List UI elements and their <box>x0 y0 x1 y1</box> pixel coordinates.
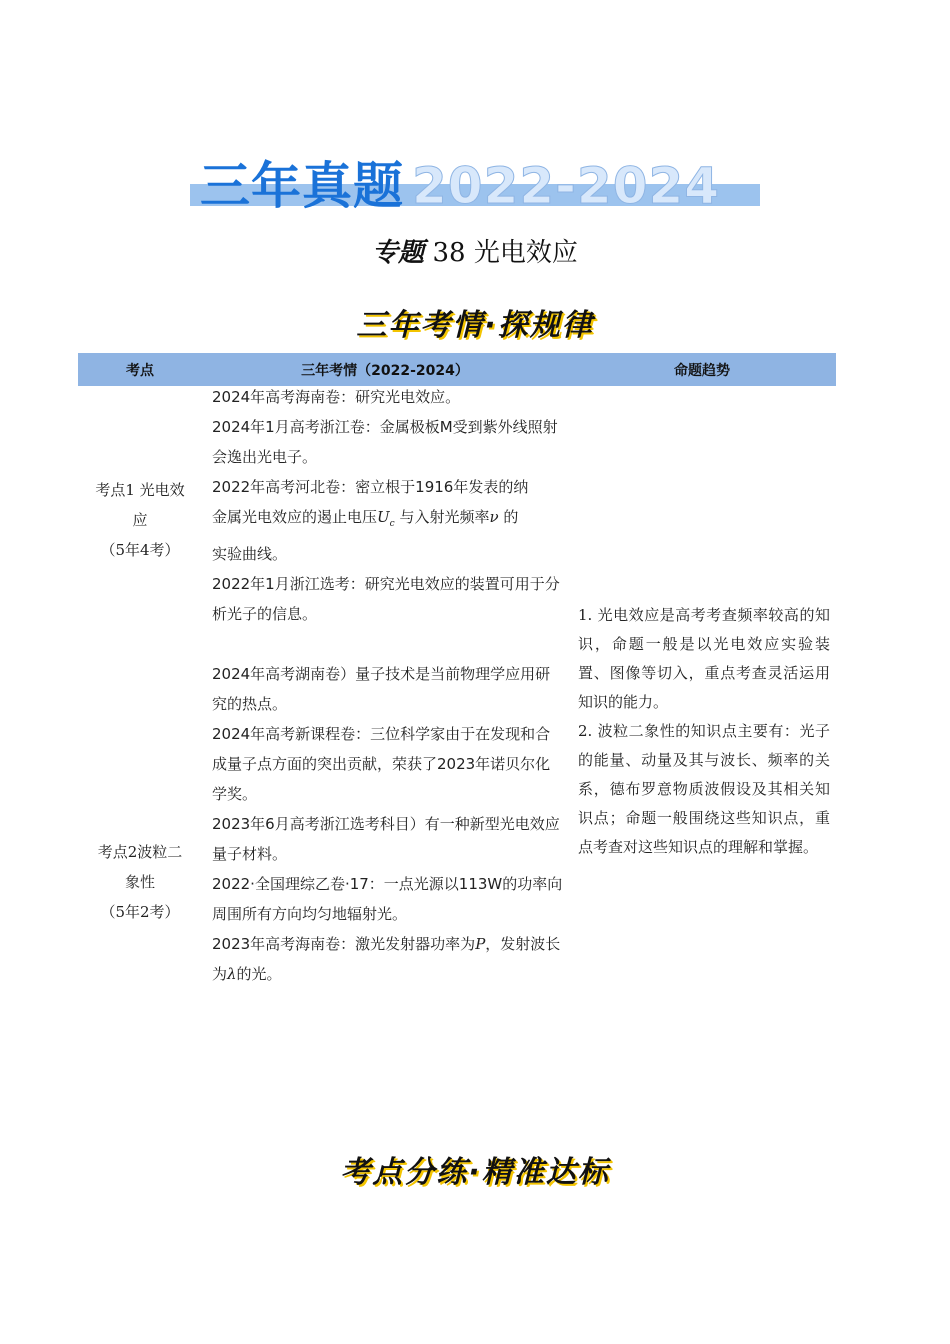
point-2-name: 考点2波粒二 <box>97 843 183 861</box>
history-entry: 2024年高考湖南卷）量子技术是当前物理学应用研究的热点。 <box>212 665 551 713</box>
history-entry: 2022·全国理综乙卷·17：一点光源以113W的功率向周围所有方向均匀地辐射光。 <box>212 875 563 923</box>
history-entry: 2023年6月高考浙江选考科目）有一种新型光电效应量子材料。 <box>212 815 560 863</box>
banner-years-text: 2022-2024 <box>412 157 721 215</box>
point-2-count: （5年2考） <box>100 903 180 921</box>
trend-item: 1. 光电效应是高考考查频率较高的知识，命题一般是以光电效应实验装置、图像等切入，重点考查灵活运用知识的能力。 <box>578 606 830 711</box>
history-entry: 2024年高考新课程卷：三位科学家由于在发现和合成量子点方面的突出贡献，荣获了2023年诺贝尔化学奖。 <box>212 725 551 803</box>
history-entry: 2022年高考河北卷：密立根于1916年发表的纳 <box>212 478 529 496</box>
history-entry: 2022年1月浙江选考：研究光电效应的装置可用于分析光子的信息。 <box>212 575 560 623</box>
history-entry <box>212 502 564 539</box>
history-column <box>212 382 564 989</box>
history-text: 的光。 <box>236 965 282 983</box>
section-heading-practice: 考点分练·精准达标 <box>340 1155 610 1190</box>
section-heading-trends: 三年考情·探规律 <box>356 308 594 343</box>
banner-title <box>200 146 720 218</box>
history-text: 的 <box>503 508 519 526</box>
history-entry: 2024年高考海南卷：研究光电效应。 <box>212 388 461 406</box>
history-text: ，发射波长为 <box>212 935 561 983</box>
point-1-name: 考点1 光电效 <box>95 481 185 499</box>
trend-item: 2. 波粒二象性的知识点主要有：光子的能量、动量及其与波长、频率的关系，德布罗意物质波假设及其相关知识点；命题一般围绕这些知识点，重点考查对这些知识点的理解和掌握。 <box>578 722 830 856</box>
header-history: 三年考情（2022-2024） <box>301 363 469 379</box>
symbol-p: P <box>475 935 486 953</box>
point-1-name-cont: 应 <box>132 511 148 529</box>
history-entry <box>212 929 564 989</box>
subject-title <box>0 232 950 269</box>
subject-name: 光电效应 <box>473 238 578 268</box>
point-2 <box>78 837 202 927</box>
symbol-nu: ν <box>489 508 499 526</box>
subject-number: 38 <box>432 238 466 268</box>
banner-main-text: 三年真题 <box>200 157 404 215</box>
history-text: 金属光电效应的遏止电压 <box>212 508 378 526</box>
history-text: 2023年高考海南卷：激光发射器功率为 <box>212 935 476 953</box>
symbol-lambda: λ <box>227 965 237 983</box>
header-trend: 命题趋势 <box>674 363 730 379</box>
history-entry: 2024年1月高考浙江卷：金属极板M受到紫外线照射会逸出光电子。 <box>212 418 558 466</box>
point-1 <box>78 475 202 565</box>
subject-lead: 专题 <box>372 238 425 268</box>
header-point: 考点 <box>126 363 154 379</box>
point-2-name-cont: 象性 <box>124 873 155 891</box>
point-1-count: （5年4考） <box>100 541 180 559</box>
trend-column <box>578 601 830 862</box>
history-entry: 实验曲线。 <box>212 545 288 563</box>
symbol-uc: $U_c$ <box>377 508 395 529</box>
banner <box>190 148 760 215</box>
history-text: 与入射光频率 <box>399 508 490 526</box>
